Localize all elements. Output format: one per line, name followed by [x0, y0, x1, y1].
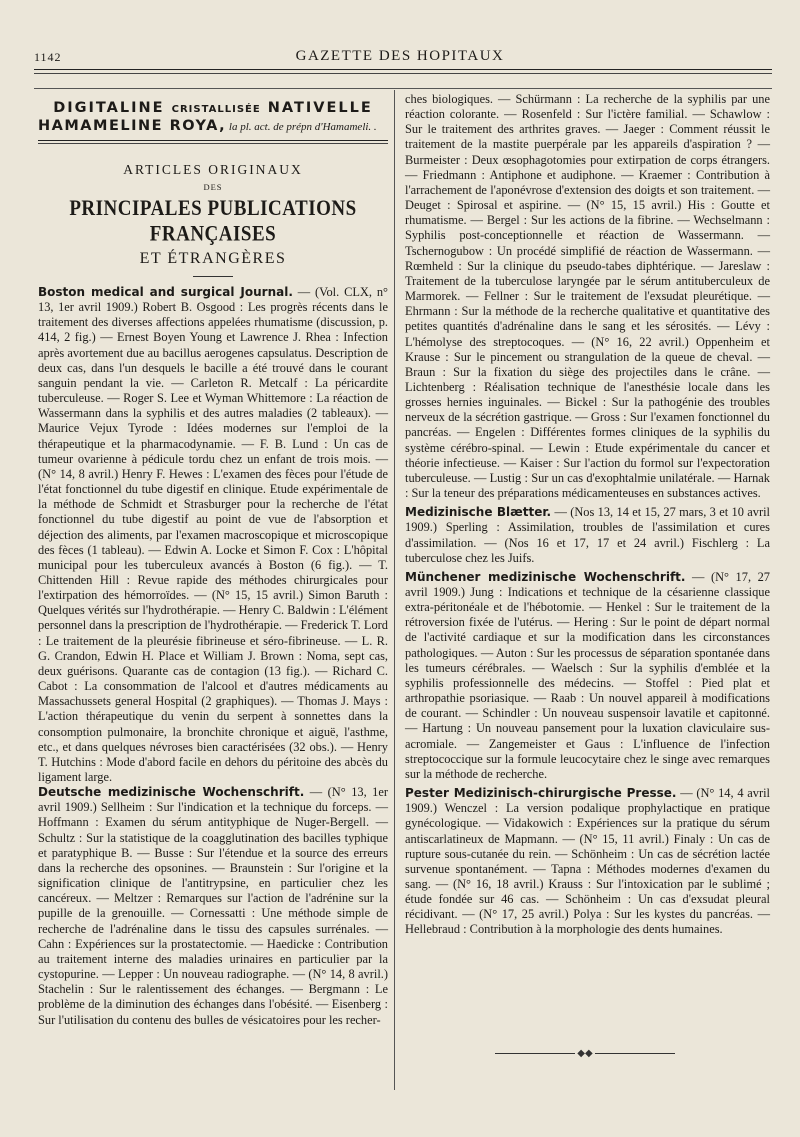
entry-text-deutsche: — (N° 13, 1er avril 1909.) Sellheim : Sur l'indication et la technique du forceps. — Hoffmann : Examen du sérum antityphique de Nuger-Bergell. — Schultz : Sur la statistique de la coagglutination des bacilles typhique et paratyphique B. — Busse : Sur l'étendue et la source des erreurs dans la recherche des opsonines. — Braunstein : Sur l'origine et la signification clinique de l'antitrypsine, en particulier chez les cancéreux. — Meltzer : Remarques sur l'action de l'adrénine sur la pupille de la grenouille. — Cornessatti : Une méthode simple de recherche de l'adrénaline dans le tissu des capsules surrénales. — Cahn : Expériences sur la prostatectomie. — Haedicke : Contribution au traitement interne des maladies urinaires en particulier par la cystopurine. — Lepper : Un nouveau radiographe. — (N° 14, 8 avril.) Stachelin : Sur le ralentissement des échanges. — Bergmann : Le problème de la diminution des échanges dans l'obésité. — Eisenberg : Sur l'utilisation du contenu des bulles de vésicatoires pour les recher-	[38, 785, 389, 1027]
section-rule	[193, 276, 233, 277]
column-divider	[394, 90, 395, 1090]
entry-deutsche	[38, 785, 388, 1028]
journal-title-deutsche: Deutsche medizinische Wochenschrift.	[38, 785, 305, 800]
entry-text-boston: — (Vol. CLX, n° 13, 1er avril 1909.) Robert B. Osgood : Les progrès récents dans le traitement des diverses affections appelées rhumatisme (discussion, p. 414, 2 fig.) — Ernest Boyen Young et Lawrence J. Rhea : Infection après avortement due au bacillus aerogenes capsulatus. Description de deux cas, dans l'un desquels le bacille a été trouvé dans le courant sanguin pendant la vie. — Carleton R. Metcalf : La péricardite tuberculeuse. — Roger S. Lee et Wyman Whittemore : La réaction de Wassermann dans la syphilis et des autres maladies (2 tableaux). — Maurice Vejux Tyrode : Idées modernes sur l'emploi de la thérapeutique et la pharmacodynamie. — F. B. Lund : Un cas de tumeur ovarienne à pédicule tordu chez un enfant de trois mois. — (N° 14, 8 avril.) Henry F. Hewes : L'examen des fèces pour l'étude de l'état fonctionnel du tube digestif en clinique. Etude expérimentale de la méthode de Schmidt et Strasburger pour la recherche de l'état fonctionnel du tube digestif au point de vue de l'absorption et déjection des aliments, par l'examen macroscopique et microscopique des fèces (1 tableau). — Edwin A. Locke et Simon F. Cox : L'hôpital municipal pour les tuberculeux avancés à Boston (6 fig.). — T. Chittenden Hill : Revue rapide des méthodes chirurgicales pour l'extirpation des hémorroïdes. — (N° 15, 15 avril.) Simon Baruth : Quelques vérités sur l'hydrothérapie. — Henry C. Baldwin : L'élément personnel dans la prescription de l'hydrothérapie. — Frederick T. Lord : Le traitement de la pleurésie fibrineuse et séro-fibrineuse. — L. R. G. Crandon, Edwin H. Place et William J. Brown : Noma, sept cas, deux guérisons. Quarante cas de contagion (13 fig.). — Richard C. Cabot : La consommation de l'alcool et d'autres médicaments au Massachussets general Hospital (2 graphiques). — Thomas J. Mays : L'action thérapeutique du venin du serpent à sonnettes dans la consomption pulmonaire, la bronchite chronique et aiguë, l'asthme, etc., et dans quelques névroses bien caractérisées (32 obs.). — Henry T. Hutchins : Mode d'abord facile en dehors du péritoine des abcès du ligament large.	[38, 285, 388, 784]
entry-deutsche-continued: ches biologiques. — Schürmann : La recherche de la syphilis par une réaction colorante. — Rosenfeld : Sur l'ictère familial. — Schawlow : Sur le traitement des arthrites graves. — Jaeger : Comment réussit le traitement de la mastite puerpérale par les appareils d'aspiration ? — Burmeister : Deux œsophagotomies pour extirpation de corps étrangers. — Friedmann : Antiphone et audiphone. — Kraemer : Contribution à l'arrachement de l'aponévrose d'extension des doigts et son traitement. — Deuget : Spirosal et aspirine. — (N° 15, 15 avril.) His : Goutte et rhumatisme. — Bergel : Sur les actions de la fibrine. — Wechselmann : Syphilis post-conceptionnelle et réaction de Wassermann. — Tschernogubow : Un procédé simplifié de réaction de Wassermann. — Rœmheld : Sur la clinique du pseudo-tabes diphtérique. — Jareslaw : Traitement de la tuberculose laryngée par le sérum antituberculeux de Marmorek. — Fellner : Sur le traitement de l'exsudat pleurétique. — Ehrmann : Sur la méthode de la recherche qualitative et quantitative des petites quantités d'adrénaline dans le sang et les sérosités. — Lévy : L'hémolyse des streptocoques. — (N° 16, 22 avril.) Oppenheim et Krause : Sur le pincement ou strangulation de la queue de cheval. — Braun : Sur la fixation du siège des projectiles dans le crâne. — Lichtenberg : Réalisation technique de l'anesthésie locale dans les grosses hernies inguinales. — Bickel : Sur la pathogénie des troubles nerveux de la sécrétion gastrique. — Gross : Sur l'examen fonctionnel du pancréas. — Engelen : Différentes formes cliniques de la syphilis du système cérébro-spinal. — Lewin : Etude expérimentale du cancer et théorie infectieuse. — Kaiser : Sur l'action du formol sur l'expectoration tuberculeuse. — Lustig : Sur un cas d'exophtalmie unilatérale. — Harnak : Sur la teneur des préparations médicamenteuses en substances actives.	[405, 92, 770, 501]
advert-word-cristallisee: CRISTALLISÉE	[171, 104, 261, 115]
section-des: DES	[203, 182, 223, 192]
section-heading: ARTICLES ORIGINAUX	[123, 162, 303, 177]
advert-hamameline-desc: la pl. act. de prépn d'Hamameli. .	[226, 121, 377, 133]
article-body-left	[38, 285, 388, 1028]
entry-muenchener	[405, 570, 770, 782]
entry-text-pester: — (N° 14, 4 avril 1909.) Wenczel : La version podalique prophylactique en pratique gynécologique. — Vidakowich : Expériences sur la pratique du sérum antiscarlatineux de Mapmann. — (N° 15, 11 avril.) Finaly : Un cas de rupture sous-cutanée du rein. — Schönheim : Un cas de sécrétion lactée survenue spontanément. — Tapna : Méthodes modernes d'examen du sang. — (N° 16, 18 avril.) Krauss : Sur l'intoxication par le sublimé ; étude fondée sur 46 cas. — Schönheim : Un cas d'exsudat pleural récidivant. — (N° 17, 25 avril.) Polya : Sur les kystes du pancréas. — Hellebraud : Contribution à la morphologie des dents humaines.	[405, 786, 770, 937]
advert-word-nativelle: NATIVELLE	[267, 100, 373, 116]
section-subtitle: ET ÉTRANGÈRES	[139, 250, 287, 267]
running-title: GAZETTE DES HOPITAUX	[295, 48, 505, 64]
end-ornament	[480, 1048, 690, 1059]
journal-title-pester: Pester Medizinisch-chirurgische Presse.	[405, 786, 677, 801]
header-rule-thin	[34, 73, 772, 74]
entry-blaetter	[405, 505, 770, 566]
section-title: PRINCIPALES PUBLICATIONS FRANÇAISES	[69, 196, 357, 247]
header-rule-lower	[34, 88, 772, 89]
header-rule	[34, 69, 772, 70]
entry-text-blaetter: — (Nos 13, 14 et 15, 27 mars, 3 et 10 avril 1909.) Sperling : Assimilation, troubles de l'assimilation et cures d'assimilation. — (Nos 16 et 17, 17 et 24 avril.) Fischlerg : La tuberculose chez les Juifs.	[405, 505, 770, 565]
journal-title-boston: Boston medical and surgical Journal.	[38, 285, 293, 299]
entry-boston	[38, 285, 388, 785]
entry-text-muenchener: — (N° 17, 27 avril 1909.) Jung : Indications et technique de la césarienne classique extra-péritonéale et de l'hébotomie. — Henkel : Sur le traitement de la rétroversion fixée de l'utérus. — Hering : Sur le point de départ normal de l'activité cardiaque et sur la modification dans les circonstances pathologiques. — Auton : Sur les processus de séparation spontanée dans les tumeurs cérébrales. — Waelsch : Sur la syphilis d'emblée et la syphilis professionnelle des médecins. — Stoffel : Pied plat et arthropathie psoriasique. — Raab : Un nouvel appareil à modifications de courant. — Schindler : Un nouveau suspensoir lavatile et capitonné. — Hartung : Un nouveau pansement pour la luxation claviculaire sus-acromiale. — Zangemeister et Gaus : L'influence de l'infection streptococcique sur la formule leucocytaire chez le singe avec remarques sur la méthode de recherche.	[405, 569, 770, 781]
advert-word-digitaline: DIGITALINE	[53, 100, 165, 116]
advert-rule-thin	[38, 143, 388, 144]
journal-title-blaetter: Medizinische Blætter.	[405, 505, 552, 520]
left-column	[38, 100, 388, 1028]
journal-title-muenchener: Münchener medizinische Wochenschrift.	[405, 569, 686, 584]
advert-hamameline	[38, 118, 388, 134]
ornament-glyph: ◆◆	[577, 1048, 593, 1059]
advert-digitaline	[38, 100, 388, 116]
article-body-right	[405, 92, 770, 938]
advert-hamameline-name: HAMAMELINE ROYA,	[38, 118, 227, 134]
entry-pester	[405, 786, 770, 938]
page-number: 1142	[34, 50, 62, 64]
right-column	[405, 92, 770, 938]
advert-rule	[38, 140, 388, 141]
